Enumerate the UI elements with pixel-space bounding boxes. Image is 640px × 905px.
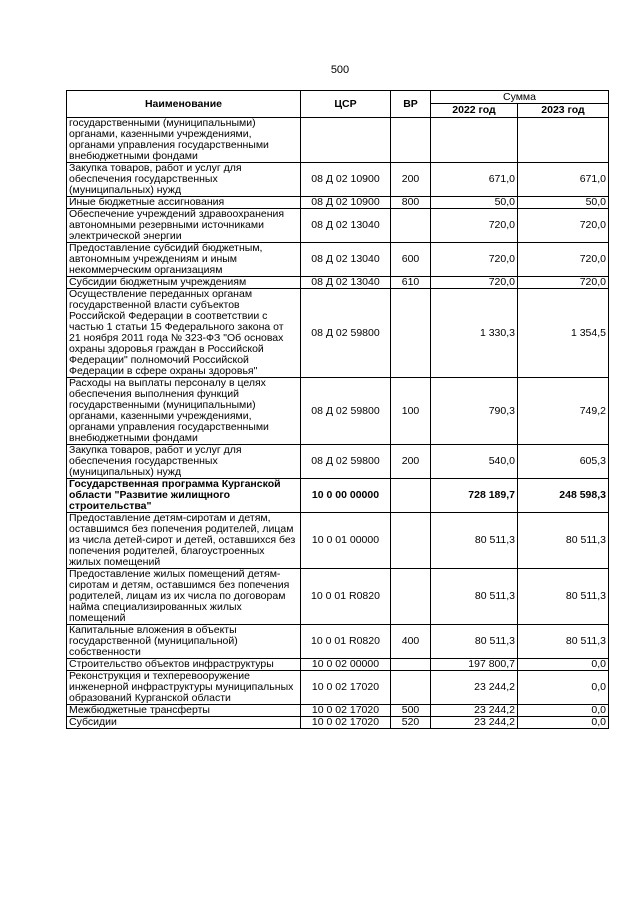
table-header — [67, 91, 609, 118]
row-sum-2022: 80 511,3 — [431, 513, 518, 569]
row-sum-2023: 80 511,3 — [518, 625, 609, 659]
row-vr — [391, 659, 431, 671]
row-sum-2022: 50,0 — [431, 197, 518, 209]
row-vr: 520 — [391, 717, 431, 729]
row-sum-2022 — [431, 118, 518, 163]
table-row — [67, 209, 609, 243]
row-sum-2023: 671,0 — [518, 163, 609, 197]
row-name: Расходы на выплаты персоналу в целях обеспечения выполнения функций государственными (муниципальными) органами, казенными учреждениями, органами управления государственными внебюджетными фондами — [67, 378, 301, 445]
row-csr: 08 Д 02 10900 — [301, 197, 391, 209]
row-sum-2022: 197 800,7 — [431, 659, 518, 671]
row-vr: 600 — [391, 243, 431, 277]
row-name: Субсидии бюджетным учреждениям — [67, 277, 301, 289]
row-name: Иные бюджетные ассигнования — [67, 197, 301, 209]
row-sum-2023: 0,0 — [518, 659, 609, 671]
row-csr: 08 Д 02 13040 — [301, 277, 391, 289]
row-sum-2022: 23 244,2 — [431, 671, 518, 705]
row-sum-2022: 790,3 — [431, 378, 518, 445]
row-sum-2022: 728 189,7 — [431, 479, 518, 513]
row-name: Предоставление субсидий бюджетным, автономным учреждениям и иным некоммерческим организациям — [67, 243, 301, 277]
row-name: Субсидии — [67, 717, 301, 729]
row-sum-2022: 23 244,2 — [431, 717, 518, 729]
table-row — [67, 378, 609, 445]
row-csr: 10 0 02 17020 — [301, 705, 391, 717]
header-sum: Сумма — [431, 91, 609, 104]
row-vr — [391, 118, 431, 163]
row-name: Государственная программа Курганской области "Развитие жилищного строительства" — [67, 479, 301, 513]
row-sum-2023: 1 354,5 — [518, 289, 609, 378]
header-year-2022: 2022 год — [431, 104, 518, 118]
row-vr: 610 — [391, 277, 431, 289]
table-row — [67, 289, 609, 378]
row-sum-2022: 80 511,3 — [431, 625, 518, 659]
row-sum-2022: 23 244,2 — [431, 705, 518, 717]
table-body — [67, 118, 609, 729]
table-row — [67, 118, 609, 163]
row-sum-2023: 749,2 — [518, 378, 609, 445]
row-csr: 10 0 02 17020 — [301, 717, 391, 729]
row-name: Межбюджетные трансферты — [67, 705, 301, 717]
table-row — [67, 445, 609, 479]
row-name: государственными (муниципальными) органами, казенными учреждениями, органами управления государственными внебюджетными фондами — [67, 118, 301, 163]
row-sum-2023: 50,0 — [518, 197, 609, 209]
row-csr: 08 Д 02 59800 — [301, 289, 391, 378]
row-sum-2022: 671,0 — [431, 163, 518, 197]
row-csr: 08 Д 02 13040 — [301, 209, 391, 243]
table-row — [67, 513, 609, 569]
row-sum-2022: 720,0 — [431, 277, 518, 289]
row-sum-2023: 0,0 — [518, 705, 609, 717]
header-name: Наименование — [67, 91, 301, 118]
row-vr: 800 — [391, 197, 431, 209]
table-row — [67, 479, 609, 513]
row-name: Предоставление детям-сиротам и детям, оставшимся без попечения родителей, лицам из числа детей-сирот и детей, оставшихся без попечения родителей, благоустроенных жилых помещений — [67, 513, 301, 569]
row-csr: 10 0 01 R0820 — [301, 569, 391, 625]
row-sum-2023: 248 598,3 — [518, 479, 609, 513]
table-row — [67, 671, 609, 705]
row-sum-2023: 0,0 — [518, 671, 609, 705]
row-sum-2023: 720,0 — [518, 277, 609, 289]
row-sum-2022: 80 511,3 — [431, 569, 518, 625]
row-vr — [391, 289, 431, 378]
row-vr — [391, 209, 431, 243]
budget-table — [66, 90, 609, 729]
table-row — [67, 243, 609, 277]
row-name: Реконструкция и техперевооружение инженерной инфраструктуры муниципальных образований Курганской области — [67, 671, 301, 705]
row-name: Осуществление переданных органам государственной власти субъектов Российской Федерации в соответствии с частью 1 статьи 15 Федерального закона от 21 ноября 2011 года № 323-ФЗ "Об основах охраны здоровья граждан в Российской Федерации" полномочий Российской Федерации в сфере охраны здоровья" — [67, 289, 301, 378]
table-row — [67, 625, 609, 659]
header-csr: ЦСР — [301, 91, 391, 118]
row-sum-2023: 80 511,3 — [518, 513, 609, 569]
row-sum-2023: 605,3 — [518, 445, 609, 479]
table-row — [67, 277, 609, 289]
row-name: Закупка товаров, работ и услуг для обеспечения государственных (муниципальных) нужд — [67, 163, 301, 197]
row-vr: 200 — [391, 163, 431, 197]
table-row — [67, 717, 609, 729]
row-sum-2022: 720,0 — [431, 243, 518, 277]
row-sum-2023: 80 511,3 — [518, 569, 609, 625]
row-vr: 200 — [391, 445, 431, 479]
row-vr — [391, 671, 431, 705]
row-csr — [301, 118, 391, 163]
row-sum-2023 — [518, 118, 609, 163]
row-csr: 08 Д 02 13040 — [301, 243, 391, 277]
page-number: 500 — [330, 64, 350, 76]
table-row — [67, 659, 609, 671]
row-sum-2023: 720,0 — [518, 209, 609, 243]
row-name: Строительство объектов инфраструктуры — [67, 659, 301, 671]
row-vr: 500 — [391, 705, 431, 717]
header-vr: ВР — [391, 91, 431, 118]
table-row — [67, 705, 609, 717]
row-vr: 400 — [391, 625, 431, 659]
row-sum-2022: 540,0 — [431, 445, 518, 479]
row-csr: 10 0 00 00000 — [301, 479, 391, 513]
row-vr — [391, 479, 431, 513]
header-year-2023: 2023 год — [518, 104, 609, 118]
row-sum-2023: 0,0 — [518, 717, 609, 729]
row-name: Капитальные вложения в объекты государственной (муниципальной) собственности — [67, 625, 301, 659]
row-csr: 08 Д 02 10900 — [301, 163, 391, 197]
row-name: Закупка товаров, работ и услуг для обеспечения государственных (муниципальных) нужд — [67, 445, 301, 479]
row-sum-2022: 720,0 — [431, 209, 518, 243]
row-csr: 10 0 01 00000 — [301, 513, 391, 569]
row-sum-2022: 1 330,3 — [431, 289, 518, 378]
row-name: Предоставление жилых помещений детям-сиротам и детям, оставшимся без попечения родителей, лицам из их числа по договорам найма специализированных жилых помещений — [67, 569, 301, 625]
row-csr: 10 0 02 00000 — [301, 659, 391, 671]
table-row — [67, 569, 609, 625]
table-row — [67, 197, 609, 209]
row-csr: 10 0 01 R0820 — [301, 625, 391, 659]
row-vr — [391, 569, 431, 625]
table-row — [67, 163, 609, 197]
row-csr: 10 0 02 17020 — [301, 671, 391, 705]
row-vr — [391, 513, 431, 569]
row-sum-2023: 720,0 — [518, 243, 609, 277]
row-csr: 08 Д 02 59800 — [301, 445, 391, 479]
row-vr: 100 — [391, 378, 431, 445]
row-name: Обеспечение учреждений здравоохранения автономными резервными источниками электрической энергии — [67, 209, 301, 243]
row-csr: 08 Д 02 59800 — [301, 378, 391, 445]
